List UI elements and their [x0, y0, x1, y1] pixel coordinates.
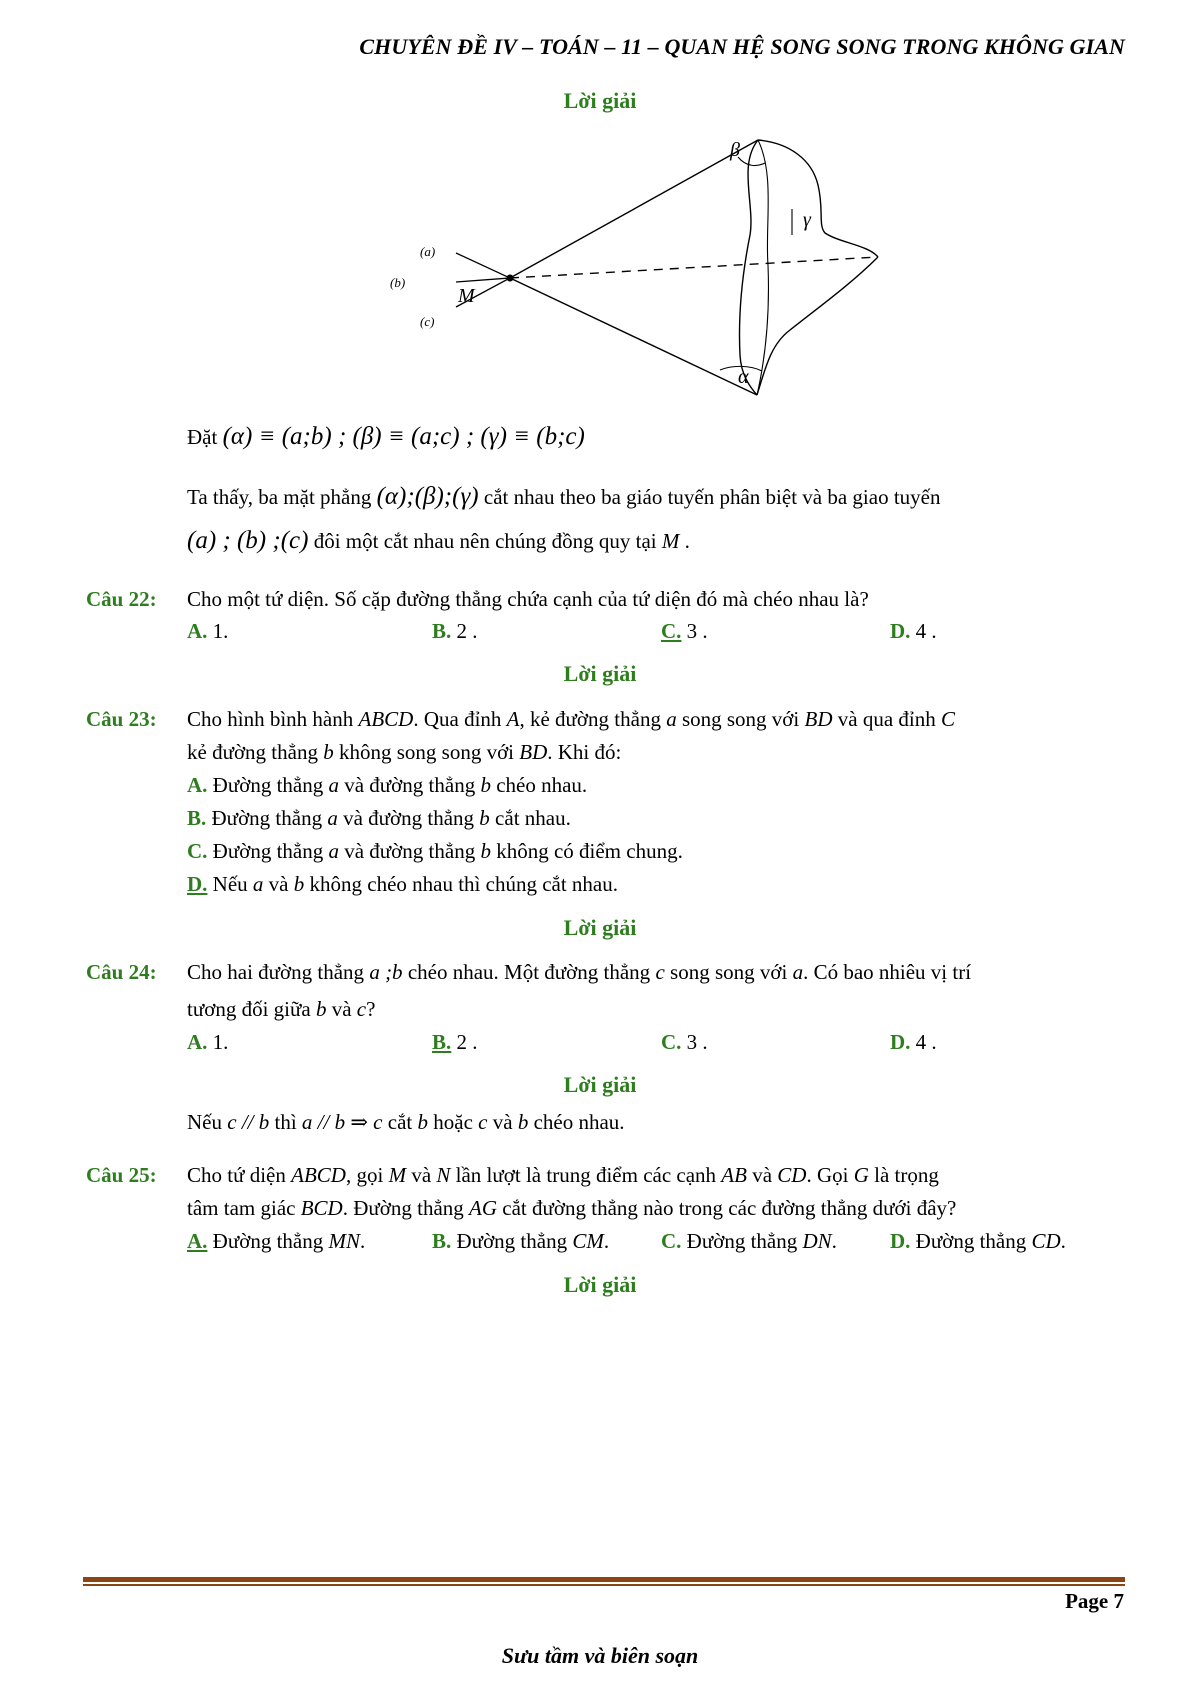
q24-solution-text: Nếu c // b thì a // b ⇒ c cắt b hoặc c và b chéo nhau. [187, 1110, 625, 1134]
q22-label: Câu 22: [86, 587, 157, 611]
edge-m-right-dashed [510, 257, 878, 278]
q24-option-b[interactable]: B. 2 . [432, 1030, 478, 1054]
footer-rule-thin [83, 1584, 1125, 1586]
solution-label-q22: Lời giải [563, 661, 637, 686]
q21-formula: (α) ≡ (a;b) ; (β) ≡ (a;c) ; (γ) ≡ (b;c) [222, 423, 585, 450]
q21-formula-line: Đặt (α) ≡ (a;b) ; (β) ≡ (a;c) ; (γ) ≡ (b;c) [187, 423, 585, 450]
q24-option-c[interactable]: C. 3 . [661, 1030, 708, 1054]
q23-option-b[interactable]: B. Đường thẳng a và đường thẳng b cắt nhau. [187, 806, 571, 830]
q25-option-d[interactable]: D. Đường thẳng CD. [890, 1229, 1066, 1253]
q22-option-b[interactable]: B. 2 . [432, 619, 478, 643]
q24-line2: tương đối giữa b và c? [187, 997, 376, 1021]
label-beta-text: β [730, 139, 740, 161]
q23-option-c[interactable]: C. Đường thẳng a và đường thẳng b không có điểm chung. [187, 839, 683, 863]
curve-bottom-right [757, 257, 878, 395]
q25-label: Câu 25: [86, 1163, 157, 1187]
curve-top-bulge [758, 140, 878, 257]
edge-m-top [510, 140, 758, 278]
footer-title: Sưu tầm và biên soạn [501, 1643, 699, 1668]
q25-option-b[interactable]: B. Đường thẳng CM. [432, 1229, 610, 1253]
q24-label: Câu 24: [86, 960, 157, 984]
label-b-text: (b) [390, 275, 406, 290]
q23-option-a[interactable]: A. Đường thẳng a và đường thẳng b chéo nhau. [187, 773, 588, 797]
q21-para-line2: (a) ; (b) ;(c) đôi một cắt nhau nên chúng đồng quy tại M . [187, 527, 690, 554]
line-a [456, 253, 510, 278]
q25-line2: tâm tam giác BCD. Đường thẳng AG cắt đường thẳng nào trong các đường thẳng dưới đây? [187, 1196, 957, 1220]
q25-option-c[interactable]: C. Đường thẳng DN. [661, 1229, 837, 1253]
solution-label-q25: Lời giải [563, 1272, 637, 1297]
q22-text: Cho một tứ diện. Số cặp đường thẳng chứa cạnh của tứ diện đó mà chéo nhau là? [187, 587, 869, 611]
q22-option-d[interactable]: D. 4 . [890, 619, 937, 643]
label-a-text: (a) [420, 244, 436, 259]
geometry-figure [390, 125, 880, 405]
q23-line1: Cho hình bình hành ABCD. Qua đỉnh A, kẻ đường thẳng a song song với BD và qua đỉnh C [187, 707, 955, 731]
curve-left-wavy [739, 140, 758, 395]
solution-label-q21: Lời giải [563, 88, 637, 113]
q22-option-c[interactable]: C. 3 . [661, 619, 708, 643]
solution-label-q23: Lời giải [563, 915, 637, 940]
label-alpha-text: α [738, 366, 749, 388]
label-gamma-text: γ [803, 209, 811, 231]
arc-beta [738, 157, 765, 165]
solution-label-q24: Lời giải [563, 1072, 637, 1097]
line-b [456, 278, 510, 282]
footer-rule-thick [83, 1577, 1125, 1582]
page-number: Page 7 [1065, 1589, 1124, 1613]
q23-label: Câu 23: [86, 707, 157, 731]
q24-option-a[interactable]: A. 1. [187, 1030, 229, 1054]
q23-option-d[interactable]: D. Nếu a và b không chéo nhau thì chúng cắt nhau. [187, 872, 618, 896]
q24-line1: Cho hai đường thẳng a ;b chéo nhau. Một đường thẳng c song song với a. Có bao nhiêu vị trí [187, 960, 972, 984]
q23-line2: kẻ đường thẳng b không song song với BD. Khi đó: [187, 740, 622, 764]
page-header-title: CHUYÊN ĐỀ IV – TOÁN – 11 – QUAN HỆ SONG SONG TRONG KHÔNG GIAN [359, 34, 1125, 59]
edge-m-bottom [510, 278, 757, 395]
curve-inner [757, 140, 768, 395]
q22-option-a[interactable]: A. 1. [187, 619, 229, 643]
q21-para-line1: Ta thấy, ba mặt phẳng (α);(β);(γ) cắt nhau theo ba giáo tuyến phân biệt và ba giao tuyến [187, 483, 941, 510]
label-c-text: (c) [420, 314, 435, 329]
label-m-text: M [458, 285, 475, 307]
q24-option-d[interactable]: D. 4 . [890, 1030, 937, 1054]
q25-option-a[interactable]: A. Đường thẳng MN. [187, 1229, 366, 1253]
q25-line1: Cho tứ diện ABCD, gọi M và N lần lượt là trung điểm các cạnh AB và CD. Gọi G là trọng [187, 1163, 939, 1187]
point-m-dot [507, 275, 514, 282]
